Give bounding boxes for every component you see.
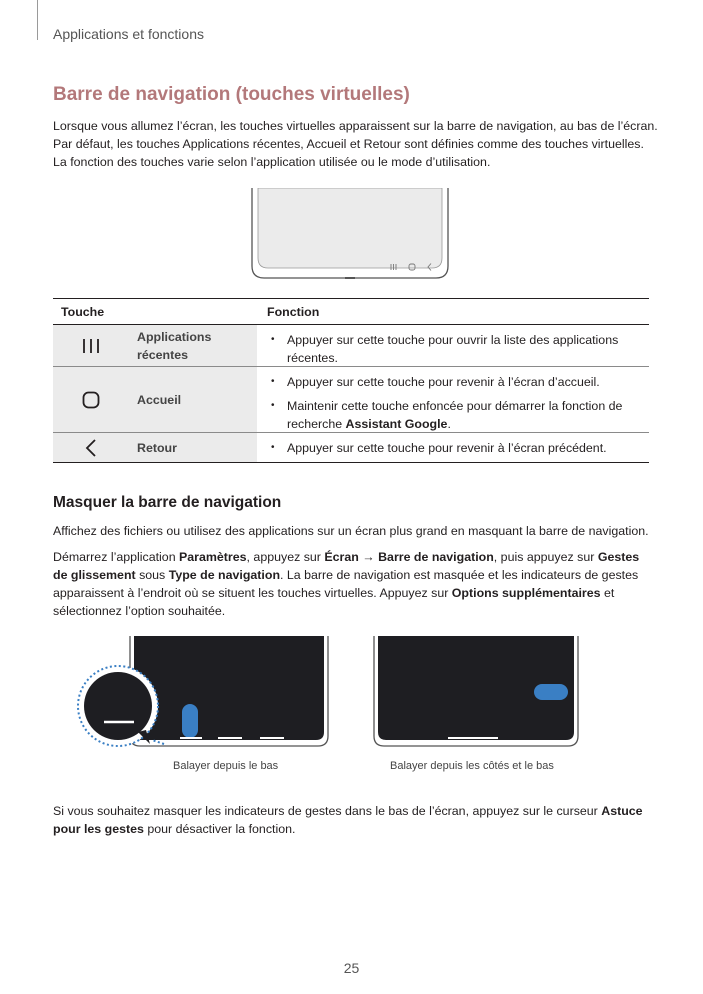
table-row [53, 325, 649, 367]
function-cell [257, 367, 649, 432]
intro-paragraph [53, 117, 658, 171]
key-name [129, 325, 257, 366]
assistant-google-term: Assistant Google [345, 417, 448, 431]
function-text: Appuyer sur cette touche pour ouvrir la liste des applications [287, 333, 619, 347]
term-ecran: Écran [324, 550, 359, 564]
section-title: Barre de navigation (touches virtuelles) [53, 84, 410, 105]
term-parametres: Paramètres [179, 550, 247, 564]
gesture-finger-highlight [182, 704, 198, 738]
function-text: Maintenir cette touche enfoncée pour démarrer la fonction de [287, 399, 623, 413]
home-icon [53, 367, 129, 432]
gesture-hint-paragraph: Si vous souhaitez masquer les indicateurs de gestes dans le bas de l’écran, appuyez sur le curseur Astuce pour les gestes pour désactiver la fonction. [53, 804, 643, 836]
hide-bar-paragraph-1: Affichez des fichiers ou utilisez des applications sur un écran plus grand en masquant la barre de navigation. [53, 524, 649, 538]
key-name: Retour [129, 433, 257, 462]
term-de-glissement: de glissement [53, 568, 136, 582]
keys-table [53, 298, 649, 463]
table-header [53, 298, 649, 325]
function-cell [257, 325, 649, 366]
term-gestes: Gestes [597, 550, 640, 564]
function-text: Appuyer sur cette touche pour revenir à l’écran précédent. [287, 441, 607, 455]
intro-line-1: Lorsque vous allumez l’écran, les touches virtuelles apparaissent sur la barre de navigation, au bas de l’écran. [53, 119, 658, 133]
caption-swipe-bottom: Balayer depuis le bas [173, 760, 279, 772]
margin-rule [37, 0, 38, 40]
recent-apps-icon [53, 325, 129, 366]
function-text: récentes. [287, 351, 338, 365]
running-header: Applications et fonctions [53, 26, 204, 42]
caption-swipe-sides: Balayer depuis les côtés et le bas [390, 760, 554, 772]
page-number: 25 [343, 960, 360, 976]
swipe-from-bottom-illustration [76, 636, 332, 748]
key-name-line: Applications [137, 329, 212, 344]
function-text: Appuyer sur cette touche pour revenir à l’écran d’accueil. [287, 375, 600, 389]
phone-navigation-bar-illustration [250, 188, 450, 280]
function-item [267, 397, 649, 433]
function-text: recherche [287, 417, 346, 431]
term-options-supplementaires: Options supplémentaires [451, 586, 601, 600]
gesture-side-highlight [534, 684, 568, 700]
term-pour-les-gestes: pour les gestes [53, 822, 144, 836]
function-item [267, 439, 649, 457]
table-row [53, 367, 649, 433]
function-text: . [447, 417, 451, 431]
function-cell [257, 433, 649, 462]
hide-bar-paragraph-2: Démarrez l’application Paramètres, appuyez sur Écran → Barre de navigation, puis appuyez sur Gestes de glissement sous Type de navigation. La barre de navigation est masquée et les indicateurs de gestes apparaissent à l’endroit où se situent les touches virtuelles. Appuyez sur Options supplémentaires et sélectionnez l’option souhaitée. [53, 550, 640, 618]
header-touche: Touche [61, 304, 105, 319]
term-astuce: Astuce [601, 804, 643, 818]
intro-line-2: Par défaut, les touches Applications récentes, Accueil et Retour sont définies comme des touches virtuelles. [53, 137, 644, 151]
term-type-navigation: Type de navigation [168, 568, 281, 582]
table-row [53, 433, 649, 463]
function-item [267, 373, 649, 391]
back-icon [53, 433, 129, 462]
swipe-from-sides-illustration [372, 636, 580, 748]
key-name-line: récentes [137, 347, 188, 362]
function-item [267, 331, 649, 367]
intro-line-3: La fonction des touches varie selon l’application utilisée ou le mode d’utilisation. [53, 155, 491, 169]
header-fonction: Fonction [267, 304, 320, 319]
term-barre-navigation: Barre de navigation [378, 550, 494, 564]
subsection-title: Masquer la barre de navigation [53, 494, 282, 511]
key-name: Accueil [129, 367, 257, 432]
